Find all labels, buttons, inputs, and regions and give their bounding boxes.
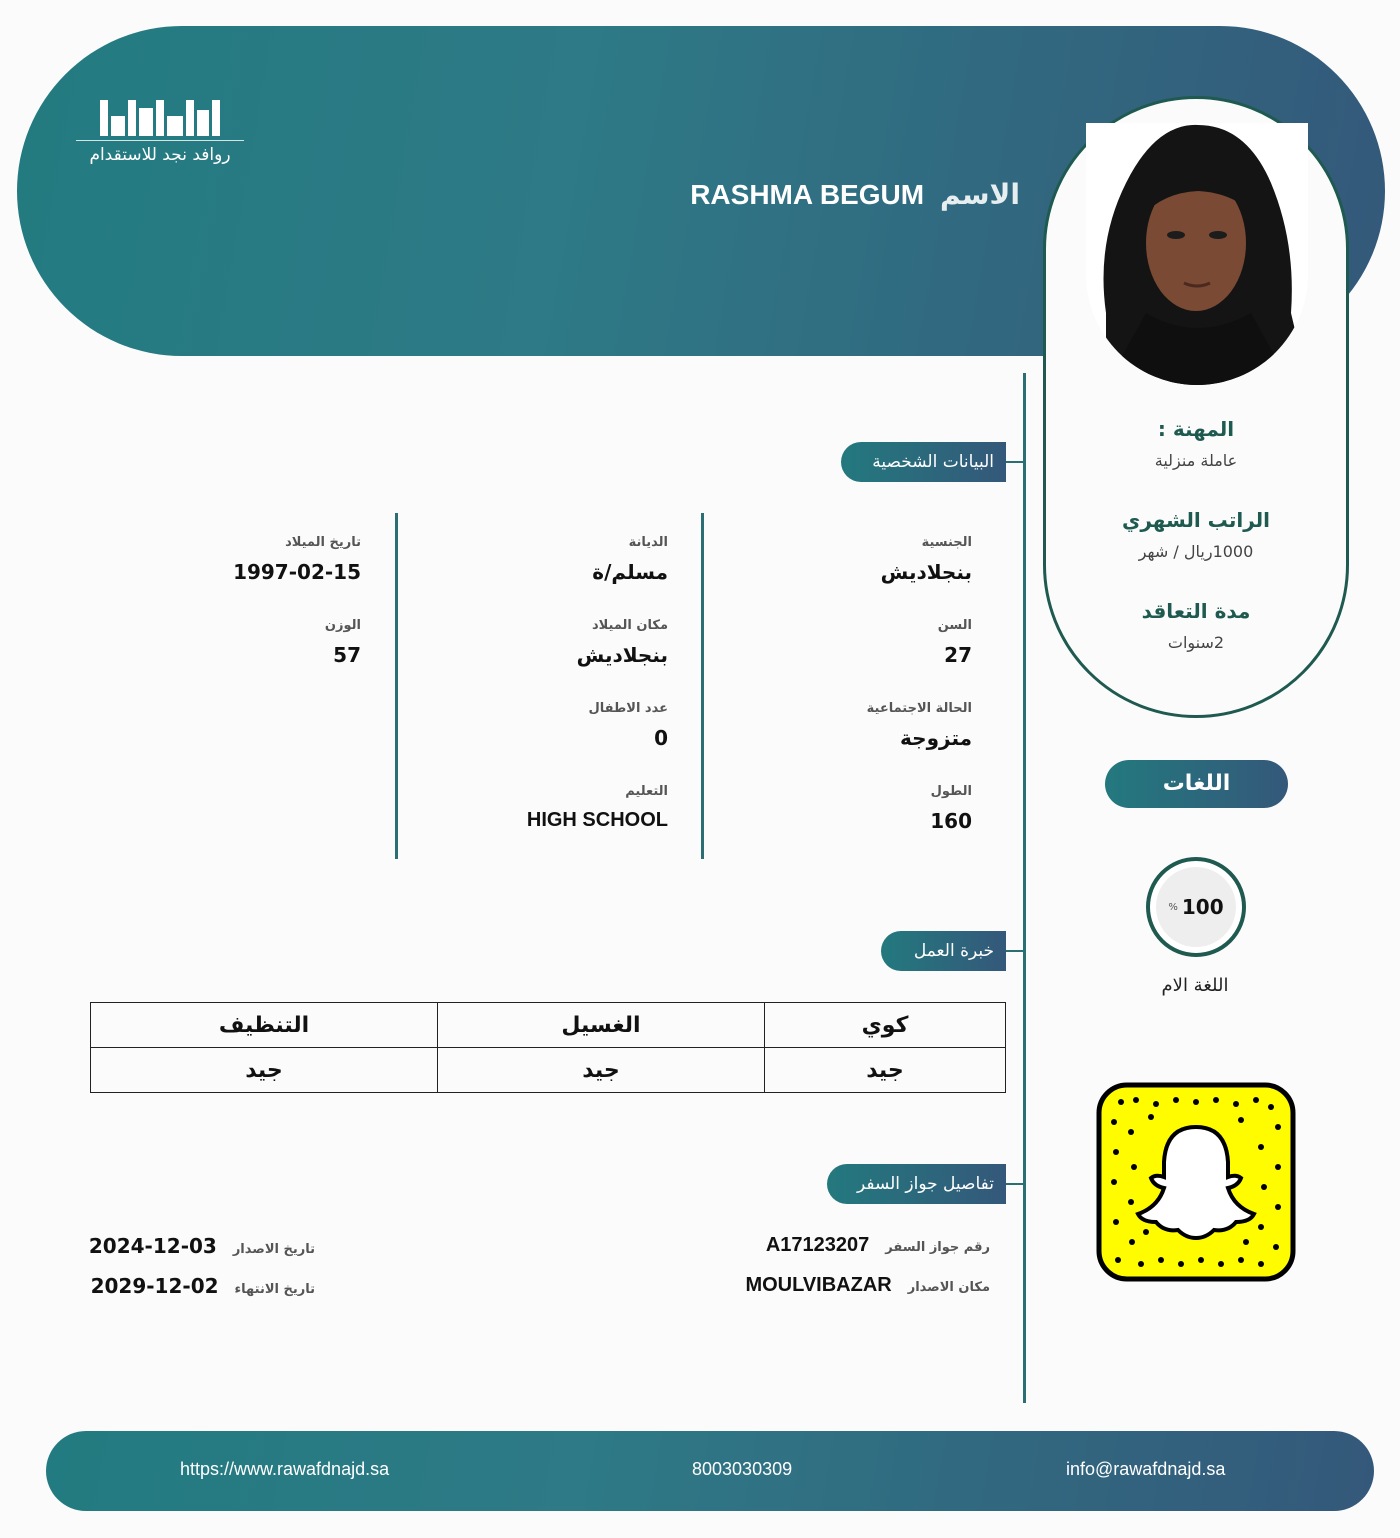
name-label: الاسم: [940, 178, 1020, 211]
section-work-experience: خبرة العمل: [881, 931, 1006, 971]
company-logo: [70, 96, 250, 165]
passport-issue-place: مكان الاصدار MOULVIBAZAR: [745, 1274, 990, 1296]
language-name: اللغة الام: [1161, 975, 1229, 996]
skill-header-cleaning: التنظيف: [91, 1003, 438, 1048]
section-personal-data: البيانات الشخصية: [841, 442, 1006, 482]
snapcode-qr[interactable]: [1096, 1082, 1296, 1282]
section-passport-details: تفاصيل جواز السفر: [827, 1164, 1006, 1204]
contract-block: [1046, 599, 1346, 652]
name-row: [600, 178, 1020, 211]
skill-header-washing: الغسيل: [438, 1003, 765, 1048]
column-divider: [395, 513, 398, 859]
passport-issue-date: تاريخ الاصدار 2024-12-03: [88, 1234, 315, 1258]
column-divider: [701, 513, 704, 859]
profession-block: [1046, 417, 1346, 470]
logo-text: روافد نجد للاستقدام: [89, 145, 231, 165]
table-header-row: [91, 1003, 1006, 1048]
name-value: RASHMA BEGUM: [690, 178, 925, 210]
profession-value: عاملة منزلية: [1154, 451, 1238, 470]
language-level-ring: [1146, 857, 1246, 957]
skill-header-ironing: كوي: [765, 1003, 1006, 1048]
field-religion: الديانة مسلم/ة: [592, 535, 668, 584]
timeline-line: [1023, 373, 1026, 1403]
footer-phone[interactable]: 8003030309: [692, 1459, 793, 1479]
skill-value-washing: جيد: [438, 1048, 765, 1093]
field-age: السن 27: [937, 618, 972, 667]
field-birth-place: مكان الميلاد بنجلاديش: [576, 618, 668, 667]
field-height: الطول 160: [930, 784, 972, 833]
language-percent: 100: [1181, 895, 1224, 919]
table-row: [91, 1048, 1006, 1093]
footer-email-link[interactable]: info@rawafdnajd.sa: [1066, 1459, 1226, 1479]
passport-expiry-date: تاريخ الانتهاء 2029-12-02: [90, 1274, 315, 1298]
field-marital-status: الحالة الاجتماعية متزوجة: [866, 701, 972, 750]
skills-table: [90, 1002, 1006, 1093]
languages-title: اللغات: [1105, 760, 1288, 808]
field-children: عدد الاطفال 0: [588, 701, 668, 750]
skill-value-ironing: جيد: [765, 1048, 1006, 1093]
field-birth-date: تاريخ الميلاد 1997-02-15: [233, 535, 361, 584]
field-education: التعليم HIGH SCHOOL: [526, 784, 668, 831]
profile-card: [1043, 96, 1349, 718]
profession-label: المهنة :: [1157, 417, 1235, 441]
skill-value-cleaning: جيد: [91, 1048, 438, 1093]
passport-number: رقم جواز السفر A17123207: [765, 1234, 990, 1256]
contract-value: 2سنوات: [1167, 633, 1225, 652]
field-nationality: الجنسية بنجلاديش: [880, 535, 972, 584]
footer-bar: [46, 1431, 1374, 1511]
salary-value: 1000ريال / شهر: [1138, 542, 1254, 561]
footer-website-link[interactable]: https://www.rawafdnajd.sa: [180, 1459, 390, 1479]
profile-photo: [1086, 123, 1308, 385]
field-weight: الوزن 57: [324, 618, 361, 667]
salary-label: الراتب الشهري: [1122, 508, 1270, 532]
logo-mark: [70, 96, 250, 136]
contract-label: مدة التعاقد: [1141, 599, 1251, 623]
percent-sign: %: [1168, 901, 1178, 913]
salary-block: [1046, 508, 1346, 561]
